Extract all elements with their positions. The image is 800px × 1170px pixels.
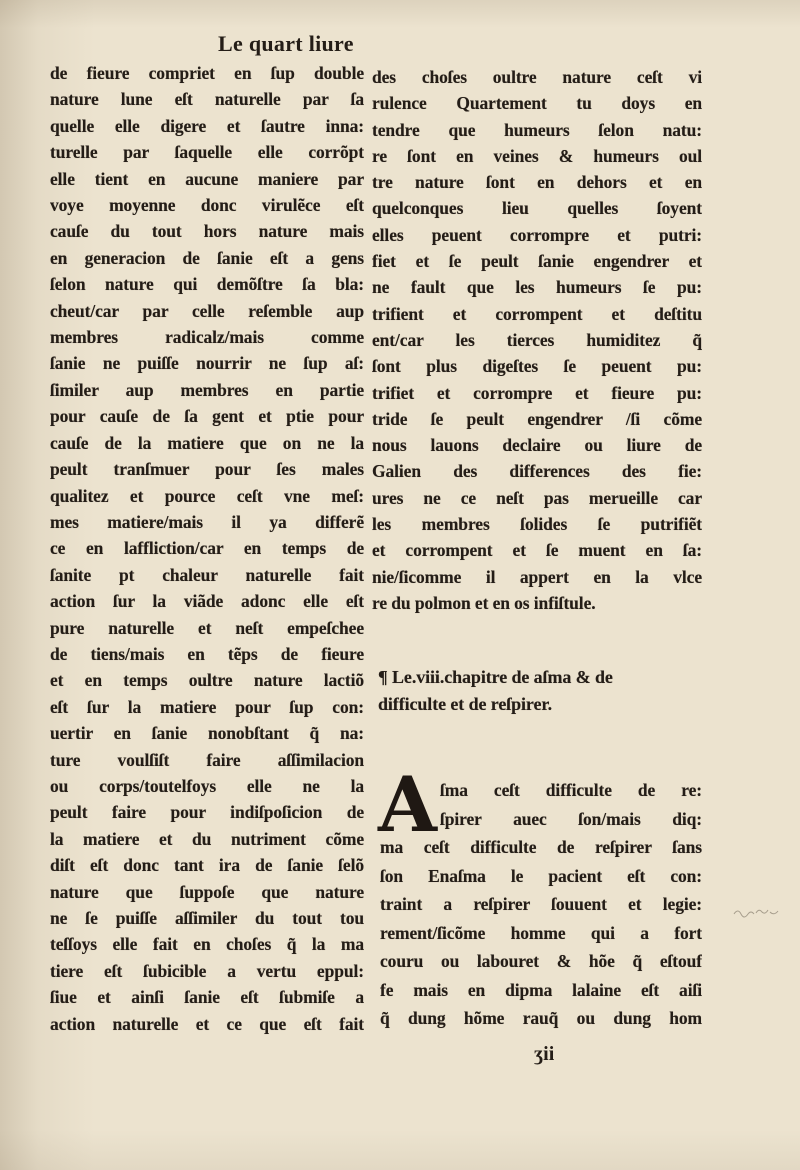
left-column-line: mes matiere/mais il ya differẽ xyxy=(50,511,364,532)
left-column-line: nature que ſuppoſe que nature xyxy=(50,881,364,902)
left-column-line: ſimiler aup membres en partie xyxy=(50,379,364,400)
chapter-paragraph-line: traint a reſpirer ſouuent et legie: xyxy=(380,894,702,914)
running-header: Le quart liure xyxy=(218,31,354,56)
left-column-line: quelle elle digere et ſautre inna: xyxy=(50,115,364,136)
left-column-line: ſanie ne puiſſe nourrir ne ſup aſ: xyxy=(50,353,364,374)
right-column-line: re ſont en veines & humeurs oul xyxy=(372,145,702,166)
right-column-line: trifient et corrompent et deſtitu xyxy=(372,303,702,324)
left-column-line: ſiue et ainſi ſanie eſt ſubmiſe a xyxy=(50,987,364,1008)
left-column-line: en generacion de ſanie eſt a gens xyxy=(50,247,364,268)
chapter-paragraph-line: ſon Enaſma le pacient eſt con: xyxy=(380,865,702,886)
chapter-paragraph-line: ſma ceſt difficulte de re: xyxy=(440,780,702,800)
right-column-line: et corrompent et ſe muent en ſa: xyxy=(372,540,702,561)
chapter-paragraph-line: ſpirer auec ſon/mais diq: xyxy=(440,808,702,829)
left-column-line: ou corps/toutelfoys elle ne la xyxy=(50,775,364,796)
right-column-line: trifiet et corrompre et fieure pu: xyxy=(372,382,702,403)
right-column-line: nous lauons declaire ou liure de xyxy=(372,435,702,456)
right-column-line: re du polmon et en os infiſtule. xyxy=(372,592,596,613)
right-column-line: ures ne ce neſt pas merueille car xyxy=(372,487,702,508)
chapter-paragraph-line: q̃ dung hõme rauq̃ ou dung hom xyxy=(380,1008,702,1028)
chapter-paragraph-line: couru ou labouret & hõe q̃ eſtouf xyxy=(380,951,702,971)
drop-cap: A xyxy=(378,760,437,849)
left-column-line: la matiere et du nutriment cõme xyxy=(50,828,364,849)
left-column-line: nature lune eſt naturelle par ſa xyxy=(50,89,364,110)
chapter-paragraph-line: rement/ſicõme homme qui a fort xyxy=(380,922,702,943)
left-column-line: cauſe de la matiere que on ne la xyxy=(50,432,364,453)
left-column-line: pour cauſe de ſa gent et ptie pour xyxy=(50,406,364,427)
right-column-line: rulence Quartement tu doys en xyxy=(372,93,702,114)
marginal-scribble-icon xyxy=(732,900,780,922)
left-column-line: cauſe du tout hors nature mais xyxy=(50,221,364,242)
left-column-line: ce en laffliction/car en temps de xyxy=(50,538,364,559)
left-column-line: eſt ſur la matiere pour ſup con: xyxy=(50,696,364,717)
left-column-line: de fieure compriet en ſup double xyxy=(50,63,364,83)
left-column-line: voye moyenne donc virulẽce eſt xyxy=(50,195,364,216)
chapter-heading-line: ¶ Le.viii.chapitre de aſma & de xyxy=(378,667,613,687)
right-column-line: nie/ſicomme il appert en la vlce xyxy=(372,566,702,587)
left-column-line: cheut/car par celle reſemble aup xyxy=(50,300,364,321)
left-column-line: pure naturelle et neſt empeſchee xyxy=(50,617,364,638)
left-column-line: membres radicalz/mais comme xyxy=(50,327,364,348)
left-column-line: ſelon nature qui demõſtre ſa bla: xyxy=(50,274,364,295)
left-column-line: elle tient en aucune maniere par xyxy=(50,168,364,189)
left-column-line: diſt eſt donc tant ira de ſanie ſelõ xyxy=(50,855,364,876)
right-column-line: Galien des differences des fie: xyxy=(372,461,702,482)
left-column-line: peult faire pour indiſpoſicion de xyxy=(50,802,364,823)
left-column-line: tiere eſt ſubicible a vertu eppul: xyxy=(50,960,364,981)
left-column-line: peult tranſmuer pour ſes males xyxy=(50,459,364,480)
right-column-line: ſont plus digeſtes ſe peuent pu: xyxy=(372,356,702,377)
left-column-line: ture voulſiſt faire aſſimilacion xyxy=(50,749,364,770)
right-column-line: fiet et ſe peult ſanie engendrer et xyxy=(372,251,702,272)
chapter-heading-line: difficulte et de reſpirer. xyxy=(378,694,553,714)
signature-mark: ʒii xyxy=(534,1043,555,1065)
right-column xyxy=(372,64,702,616)
right-column-line: tendre que humeurs ſelon natu: xyxy=(372,119,702,140)
left-column xyxy=(50,60,364,1037)
right-column-line: quelconques lieu quelles ſoyent xyxy=(372,198,702,219)
left-column-line: turelle par ſaquelle elle corrõpt xyxy=(50,142,364,163)
right-column-line: elles peuent corrompre et putri: xyxy=(372,224,702,245)
right-column-line: tre nature ſont en dehors et en xyxy=(372,172,702,193)
left-column-line: action naturelle et ce que eſt fait xyxy=(50,1013,364,1034)
chapter-paragraph-line: ma ceſt difficulte de reſpirer ſans xyxy=(380,837,702,857)
left-column-line: et en temps oultre nature lactiõ xyxy=(50,670,364,691)
left-column-line: de tiens/mais en tẽps de fieure xyxy=(50,643,364,664)
left-column-line: uertir en ſanie nonobſtant q̃ na: xyxy=(50,723,364,744)
right-column-line: ent/car les tierces humiditez q̃ xyxy=(372,329,702,350)
chapter-heading xyxy=(378,664,698,718)
left-column-line: action ſur la viãde adonc elle eſt xyxy=(50,591,364,612)
chapter-paragraph xyxy=(378,760,702,1033)
left-column-line: ſanite pt chaleur naturelle fait xyxy=(50,564,364,585)
right-column-line: les membres ſolides ſe putrifiẽt xyxy=(372,514,702,535)
left-column-line: qualitez et pource ceſt vne meſ: xyxy=(50,485,364,506)
left-column-line: teſſoys elle fait en choſes q̃ la ma xyxy=(50,934,364,955)
chapter-paragraph-line: fe mais en dipma lalaine eſt aiſi xyxy=(380,979,702,1000)
right-column-line: des choſes oultre nature ceſt vi xyxy=(372,67,702,87)
right-column-line: tride ſe peult engendrer /ſi cõme xyxy=(372,408,702,429)
left-column-line: ne ſe puiſſe aſſimiler du tout tou xyxy=(50,908,364,928)
right-column-line: ne fault que les humeurs ſe pu: xyxy=(372,277,702,298)
